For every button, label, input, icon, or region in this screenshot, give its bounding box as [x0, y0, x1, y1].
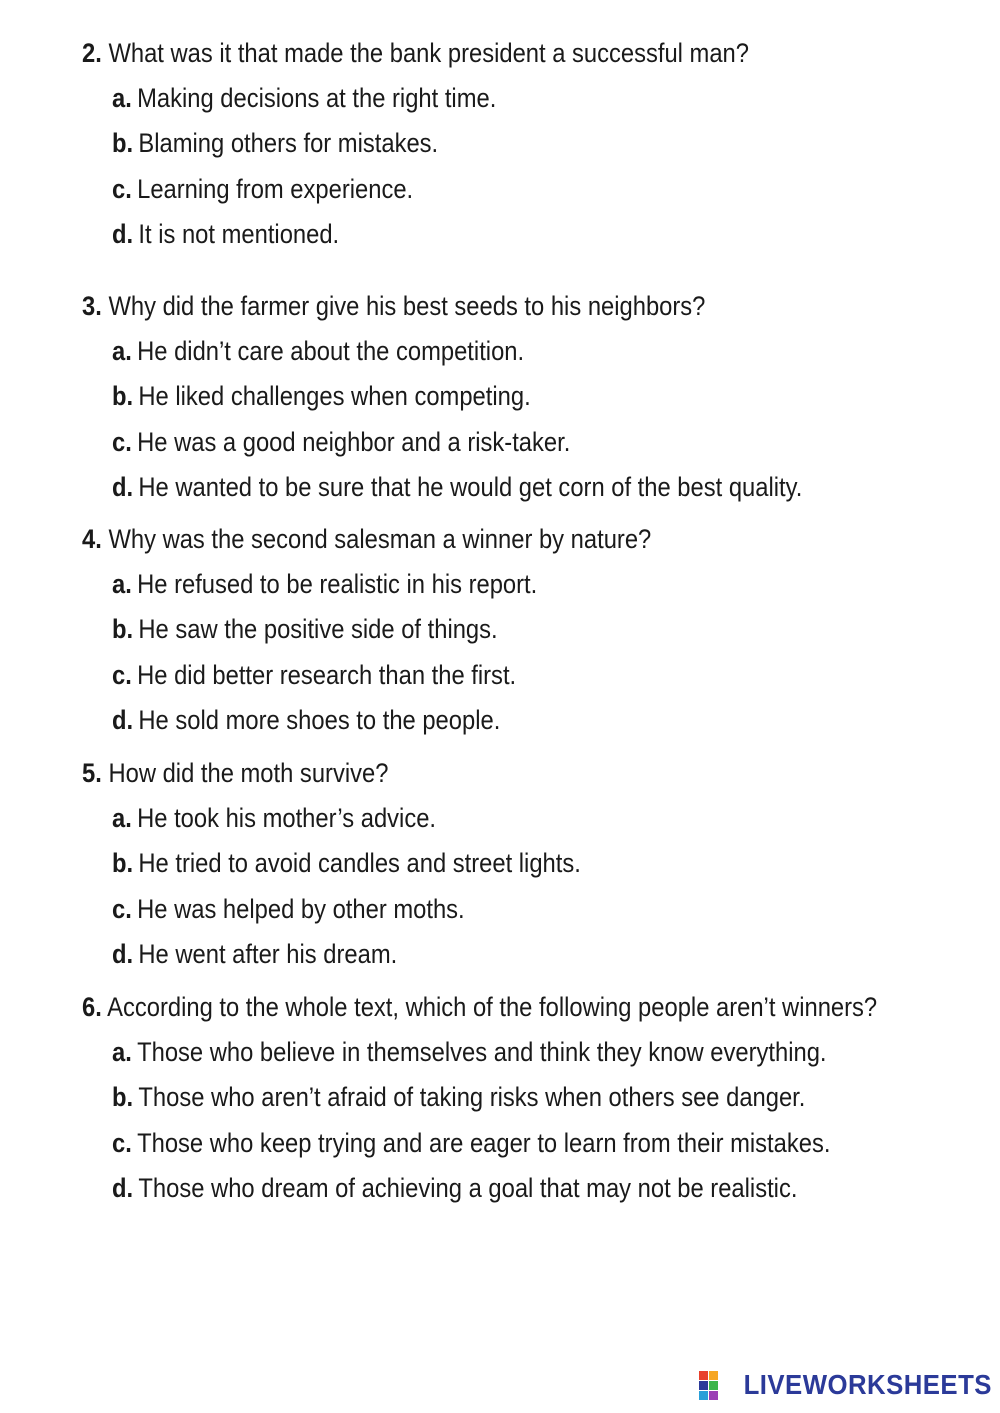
option-c[interactable] — [112, 420, 802, 465]
question-text: Why was the second salesman a winner by nature? — [108, 524, 652, 554]
question-number: 6. — [82, 992, 102, 1022]
option-text: He was a good neighbor and a risk-taker. — [137, 426, 571, 457]
option-text: He was helped by other moths. — [137, 893, 465, 924]
option-letter: b. — [112, 1082, 134, 1113]
option-letter: d. — [112, 1172, 134, 1203]
option-letter: c. — [112, 426, 132, 457]
question-3 — [82, 283, 896, 510]
question-stem — [82, 516, 651, 562]
option-letter: c. — [112, 173, 132, 204]
question-text: What was it that made the bank president a successful man? — [108, 38, 749, 68]
option-text: Making decisions at the right time. — [137, 83, 497, 113]
option-text: Those who dream of achieving a goal that may not be realistic. — [138, 1172, 798, 1203]
option-d[interactable] — [112, 1166, 881, 1211]
question-stem — [82, 30, 749, 76]
option-text: Blaming others for mistakes. — [138, 128, 439, 159]
option-text: He sold more shoes to the people. — [138, 704, 501, 735]
option-text: He took his mother’s advice. — [137, 803, 437, 833]
option-letter: b. — [112, 381, 134, 412]
option-a[interactable] — [112, 76, 753, 121]
question-number: 3. — [82, 291, 102, 321]
option-text: Those who aren’t afraid of taking risks when others see danger. — [138, 1082, 806, 1113]
option-a[interactable] — [112, 796, 581, 841]
option-b[interactable] — [112, 841, 581, 886]
liveworksheets-logo-icon — [699, 1371, 718, 1400]
option-letter: c. — [112, 893, 132, 924]
logo-text: LIVEWORKSHEETS — [743, 1369, 992, 1400]
option-c[interactable] — [112, 653, 655, 698]
option-a[interactable] — [112, 1030, 881, 1075]
option-c[interactable] — [112, 167, 753, 212]
question-6 — [82, 984, 986, 1211]
option-letter: b. — [112, 614, 134, 645]
option-text: He didn’t care about the competition. — [137, 336, 525, 366]
option-c[interactable] — [112, 887, 581, 932]
option-text: He refused to be realistic in his report. — [137, 569, 538, 599]
question-text: How did the moth survive? — [108, 758, 389, 788]
option-a[interactable] — [112, 329, 802, 374]
question-stem — [82, 750, 577, 796]
option-letter: a. — [112, 83, 132, 113]
option-b[interactable] — [112, 121, 753, 166]
option-c[interactable] — [112, 1121, 881, 1166]
option-a[interactable] — [112, 562, 655, 607]
option-b[interactable] — [112, 607, 655, 652]
option-letter: a. — [112, 336, 132, 366]
option-text: Those who keep trying and are eager to learn from their mistakes. — [137, 1127, 831, 1158]
option-d[interactable] — [112, 932, 581, 977]
option-letter: d. — [112, 218, 134, 249]
option-text: He tried to avoid candles and street lights. — [138, 848, 581, 879]
option-letter: a. — [112, 569, 132, 599]
question-2 — [82, 30, 840, 257]
question-stem — [82, 984, 877, 1030]
option-d[interactable] — [112, 698, 655, 743]
option-text: He saw the positive side of things. — [138, 614, 498, 645]
option-letter: a. — [112, 803, 132, 833]
option-text: He went after his dream. — [138, 938, 398, 969]
option-letter: b. — [112, 128, 134, 159]
option-letter: b. — [112, 848, 134, 879]
option-letter: d. — [112, 704, 134, 735]
option-letter: d. — [112, 471, 134, 502]
option-text: It is not mentioned. — [138, 218, 340, 249]
question-stem — [82, 283, 799, 329]
question-number: 5. — [82, 758, 102, 788]
question-5 — [82, 750, 645, 977]
question-number: 4. — [82, 524, 102, 554]
option-letter: d. — [112, 938, 134, 969]
option-text: Learning from experience. — [137, 173, 414, 204]
option-text: Those who believe in themselves and think they know everything. — [137, 1037, 827, 1067]
question-text: According to the whole text, which of the following people aren’t winners? — [107, 992, 878, 1022]
liveworksheets-logo[interactable] — [699, 1365, 992, 1405]
option-text: He liked challenges when competing. — [138, 381, 531, 412]
option-text: He did better research than the first. — [137, 659, 517, 690]
option-letter: c. — [112, 659, 132, 690]
option-d[interactable] — [112, 465, 802, 510]
question-number: 2. — [82, 38, 102, 68]
option-letter: c. — [112, 1127, 132, 1158]
question-4 — [82, 516, 729, 743]
question-text: Why did the farmer give his best seeds to his neighbors? — [108, 291, 706, 321]
option-d[interactable] — [112, 212, 753, 257]
option-letter: a. — [112, 1037, 132, 1067]
option-b[interactable] — [112, 374, 802, 419]
option-text: He wanted to be sure that he would get corn of the best quality. — [138, 471, 803, 502]
option-b[interactable] — [112, 1075, 881, 1120]
